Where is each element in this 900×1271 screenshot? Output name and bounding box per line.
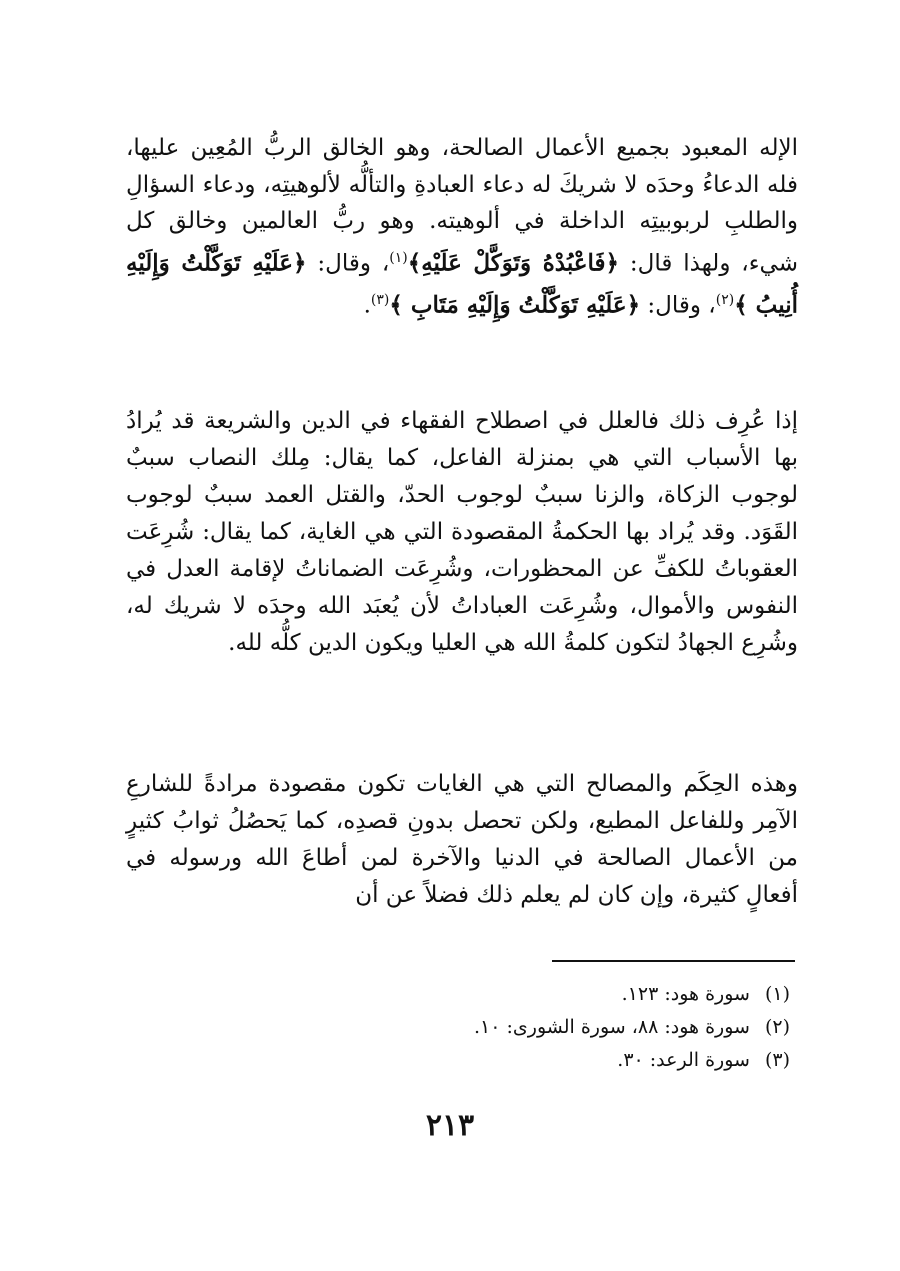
footnote-number: (١) xyxy=(764,983,790,1005)
footnote-number: (٢) xyxy=(764,1016,790,1038)
footnote-3 xyxy=(300,1044,790,1077)
footnote-ref-3[interactable]: (٣) xyxy=(370,292,390,309)
paragraph-3-text: وهذه الحِكَم والمصالح التي هي الغايات تكون مقصودة مرادةً للشارعِ الآمِر وللفاعل المطيع، ولكن تحصل بدونِ قصدِه، كما يَحصُلُ ثوابُ كثيرٍ من الأعمال الصالحة في الدنيا والآخرة لمن أطاعَ الله ورسوله في أفعالٍ كثيرة، وإن كان لم يعلم ذلك فضلاً عن أن xyxy=(126,771,799,908)
paragraph-1-part-d: . xyxy=(363,293,371,320)
footnote-1 xyxy=(300,978,790,1011)
footnote-ref-1[interactable]: (١) xyxy=(389,250,408,267)
footnotes xyxy=(300,978,790,1077)
quran-quote-3: ﴿عَلَيْهِ تَوَكَّلْتُ وَإِلَيْهِ مَتَابِ ﴾ xyxy=(389,292,641,320)
quran-quote-1: ﴿فَاعْبُدْهُ وَتَوَكَّلْ عَلَيْهِ﴾ xyxy=(407,249,619,277)
page-number: ٢١٣ xyxy=(425,1108,475,1143)
paragraph-1-text xyxy=(126,130,798,325)
footnote-ref-2[interactable]: (٢) xyxy=(715,292,735,309)
paragraph-1-part-c: ، وقال: xyxy=(640,293,716,320)
paragraph-1 xyxy=(126,130,798,325)
footnote-text: سورة هود: ٨٨، سورة الشورى: ١٠. xyxy=(474,1016,750,1038)
quran-quote-2: ﴿عَلَيْهِ تَوَكَّلْتُ وَإِلَيْهِ أُنِيبُ ﴾ xyxy=(126,249,798,320)
paragraph-1-part-a: الإله المعبود بجميع الأعمال الصالحة، وهو الخالق الربُّ المُعِين عليها، فله الدعاءُ وحدَه لا شريكَ له دعاء العبادةِ والتألُّه لألوهيتِه، ودعاء السؤالِ والطلبِ لربوبيتِه الداخلة في ألوهيته. وهو ربُّ العالمين وخالق كل شيء، ولهذا قال: xyxy=(126,135,798,277)
paragraph-1-part-b: ، وقال: xyxy=(306,250,390,277)
footnote-text: سورة هود: ١٢٣. xyxy=(621,983,750,1005)
paragraph-2 xyxy=(126,403,798,662)
paragraph-3 xyxy=(126,766,798,914)
footnote-number: (٣) xyxy=(764,1049,790,1071)
paragraph-2-text: إذا عُرِف ذلك فالعلل في اصطلاح الفقهاء في الدين والشريعة قد يُرادُ بها الأسباب التي هي بمنزلة الفاعل، كما يقال: مِلك النصاب سببٌ لوجوب الزكاة، والزنا سببٌ لوجوب الحدّ، والقتل العمد سببٌ لوجوب القَوَد. وقد يُراد بها الحكمةُ المقصودة التي هي الغاية، كما يقال: شُرِعَت العقوباتُ للكفِّ عن المحظورات، وشُرِعَت الضماناتُ لإقامة العدل في النفوس والأموال، وشُرِعَت العباداتُ لأن يُعبَد الله وحدَه لا شريك له، وشُرِع الجهادُ لتكون كلمةُ الله هي العليا ويكون الدين كلُّه لله. xyxy=(126,408,798,656)
footnote-text: سورة الرعد: ٣٠. xyxy=(617,1049,750,1071)
footnote-divider xyxy=(552,960,795,962)
footnote-2 xyxy=(300,1011,790,1044)
